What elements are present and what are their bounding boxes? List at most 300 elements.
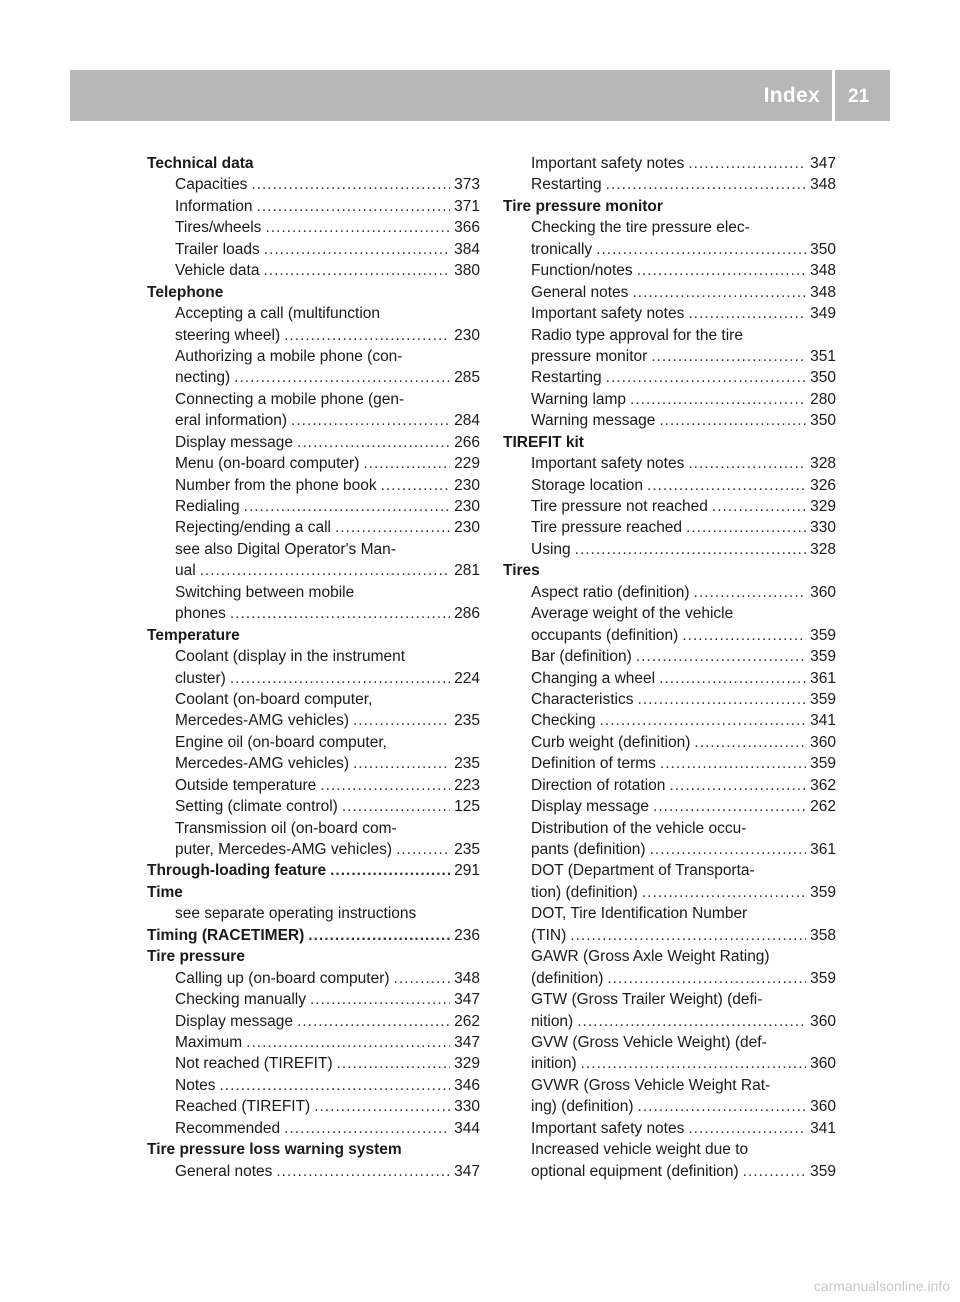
page-reference: 348 (454, 969, 480, 987)
index-line (147, 775, 480, 796)
index-line (503, 625, 836, 646)
index-entry (147, 196, 480, 217)
index-entry (503, 303, 836, 324)
index-heading (503, 196, 836, 217)
entry-text: Coolant (on-board computer, (175, 690, 373, 708)
page-reference: 341 (810, 712, 836, 730)
entry-text: Authorizing a mobile phone (con- (175, 347, 403, 365)
leader-dots (688, 1118, 806, 1139)
leader-dots (381, 475, 451, 496)
index-line (147, 367, 480, 388)
index-line (503, 389, 836, 410)
index-line (147, 603, 480, 624)
index-line (503, 582, 836, 603)
index-line (503, 346, 836, 367)
index-entry (503, 1075, 836, 1118)
index-line (503, 174, 836, 195)
entry-text: Technical data (147, 155, 254, 172)
index-line (147, 1161, 480, 1182)
entry-text: Capacities (175, 176, 248, 194)
page-reference: 347 (454, 1033, 480, 1051)
page-reference: 349 (810, 305, 836, 323)
index-line (503, 989, 836, 1010)
entry-text: Changing a wheel (531, 669, 656, 687)
leader-dots (630, 389, 806, 410)
page-reference: 266 (454, 433, 480, 451)
leader-dots (688, 153, 806, 174)
page-reference: 359 (810, 755, 836, 773)
entry-text: Tire pressure not reached (531, 498, 708, 515)
index-entry (147, 303, 480, 346)
index-line (147, 196, 480, 217)
leader-dots (363, 453, 450, 474)
leader-dots (220, 1075, 451, 1096)
entry-text: Vehicle data (175, 262, 260, 280)
entry-text: Mercedes-AMG vehicles) (175, 712, 349, 730)
index-entry (503, 646, 836, 667)
index-column-left (147, 153, 480, 1182)
entry-text: Engine oil (on-board computer, (175, 733, 387, 751)
index-line (147, 174, 480, 195)
index-entry (147, 432, 480, 453)
leader-dots (353, 710, 450, 731)
leader-dots (244, 496, 450, 517)
index-entry (503, 603, 836, 646)
entry-text: Function/notes (531, 262, 633, 280)
leader-dots (200, 560, 450, 581)
entry-text: ual (175, 562, 196, 580)
leader-dots (688, 453, 806, 474)
index-line (147, 539, 480, 560)
page-reference: 347 (454, 1162, 480, 1180)
index-entry (503, 217, 836, 260)
index-entry (147, 903, 480, 924)
entry-text: GTW (Gross Trailer Weight) (defi- (531, 991, 763, 1009)
index-entry (503, 367, 836, 388)
page-reference: 235 (454, 755, 480, 773)
index-entry (503, 325, 836, 368)
entry-text: Display message (531, 798, 650, 816)
entry-text: Important safety notes (531, 305, 685, 323)
index-entry (147, 389, 480, 432)
page-reference: 326 (810, 476, 836, 494)
entry-text: Time (147, 883, 183, 901)
page-reference: 125 (454, 798, 480, 816)
leader-dots (230, 603, 450, 624)
index-line (503, 539, 836, 560)
index-line (503, 603, 836, 624)
index-line (147, 946, 480, 967)
entry-text: Important safety notes (531, 155, 685, 172)
entry-text: Information (175, 197, 253, 215)
index-line (147, 925, 480, 946)
entry-text: inition) (531, 1055, 577, 1073)
index-entry (503, 282, 836, 303)
index-entry (503, 689, 836, 710)
entry-text: Display message (175, 433, 294, 451)
entry-text: General notes (531, 283, 629, 301)
leader-dots (743, 1161, 806, 1182)
index-heading (503, 560, 836, 581)
entry-text: Direction of rotation (531, 776, 666, 794)
page-reference: 360 (810, 733, 836, 751)
page-reference: 328 (810, 455, 836, 473)
index-line (503, 1032, 836, 1053)
index-line (147, 1011, 480, 1032)
index-entry (503, 1139, 836, 1182)
leader-dots (263, 260, 450, 281)
index-entry (147, 989, 480, 1010)
leader-dots (653, 796, 806, 817)
leader-dots (284, 1118, 450, 1139)
index-entry (503, 389, 836, 410)
leader-dots (638, 1096, 807, 1117)
index-line (503, 560, 836, 581)
leader-dots (651, 346, 806, 367)
leader-dots (642, 882, 806, 903)
index-line (147, 325, 480, 346)
leader-dots (600, 710, 807, 731)
entry-text: DOT (Department of Transporta- (531, 862, 755, 880)
entry-text: Tire pressure monitor (503, 197, 663, 215)
index-line (503, 303, 836, 324)
index-entry (503, 496, 836, 517)
page-reference: 360 (810, 583, 836, 601)
index-line (503, 753, 836, 774)
page-reference: 359 (810, 690, 836, 708)
entry-text: Accepting a call (multifunction (175, 305, 381, 323)
index-entry (147, 689, 480, 732)
index-entry (503, 517, 836, 538)
entry-text: Transmission oil (on-board com- (175, 819, 397, 837)
index-heading (147, 282, 480, 303)
page-reference: 230 (454, 476, 480, 494)
index-line (147, 475, 480, 496)
leader-dots (638, 689, 807, 710)
page-reference: 348 (810, 283, 836, 301)
leader-dots (669, 775, 806, 796)
page-reference: 360 (810, 1055, 836, 1073)
page-reference: 359 (810, 883, 836, 901)
index-line (503, 818, 836, 839)
entry-text: Number from the phone book (175, 476, 377, 494)
entry-text: Switching between mobile (175, 583, 355, 601)
entry-text: tion) (definition) (531, 883, 638, 901)
leader-dots (330, 860, 450, 881)
page-reference: 262 (810, 798, 836, 816)
page-reference: 350 (810, 412, 836, 430)
index-entry (147, 217, 480, 238)
index-line (503, 1075, 836, 1096)
page-reference: 284 (454, 412, 480, 430)
index-line (503, 710, 836, 731)
index-line (503, 775, 836, 796)
index-line (147, 260, 480, 281)
index-heading (503, 432, 836, 453)
index-entry (147, 1118, 480, 1139)
index-column-right (503, 153, 836, 1182)
index-line (147, 710, 480, 731)
index-line (503, 1053, 836, 1074)
leader-dots (257, 196, 451, 217)
index-heading (147, 625, 480, 646)
leader-dots (606, 367, 806, 388)
page-reference: 348 (810, 176, 836, 194)
index-line (503, 282, 836, 303)
page-reference: 329 (454, 1055, 480, 1073)
leader-dots (284, 325, 450, 346)
leader-dots (291, 410, 450, 431)
page-reference: 280 (810, 390, 836, 408)
entry-text: GVWR (Gross Vehicle Weight Rat- (531, 1076, 771, 1094)
entry-text: Using (531, 540, 571, 558)
index-line (503, 668, 836, 689)
entry-text: Connecting a mobile phone (gen- (175, 390, 405, 408)
page-reference: 384 (454, 240, 480, 258)
index-line (503, 153, 836, 174)
leader-dots (337, 1053, 451, 1074)
entry-text: Curb weight (definition) (531, 733, 691, 751)
entry-text: (TIN) (531, 926, 567, 944)
leader-dots (632, 282, 806, 303)
index-heading (147, 860, 480, 881)
index-line (147, 1096, 480, 1117)
entry-text: Important safety notes (531, 1119, 685, 1137)
page-reference: 380 (454, 262, 480, 280)
page-reference: 361 (810, 669, 836, 687)
leader-dots (353, 753, 450, 774)
entry-text: Tire pressure loss warning system (147, 1141, 402, 1159)
index-line (503, 1118, 836, 1139)
leader-dots (276, 1161, 450, 1182)
entry-text: Aspect ratio (definition) (531, 583, 690, 601)
leader-dots (297, 432, 450, 453)
index-line (503, 410, 836, 431)
page-reference: 346 (454, 1076, 480, 1094)
page-reference: 360 (810, 1098, 836, 1116)
entry-text: Tire pressure (147, 948, 245, 966)
entry-text: Menu (on-board computer) (175, 455, 360, 473)
entry-text: Checking (531, 712, 596, 730)
entry-text: Important safety notes (531, 455, 685, 473)
index-line (147, 346, 480, 367)
page-reference: 262 (454, 1012, 480, 1030)
index-line (147, 989, 480, 1010)
index-entry (503, 475, 836, 496)
page-reference: 230 (454, 326, 480, 344)
leader-dots (570, 925, 806, 946)
leader-dots (246, 1032, 450, 1053)
page-reference: 361 (810, 841, 836, 858)
page-reference: 235 (454, 712, 480, 730)
index-entry (147, 174, 480, 195)
page-number: 21 (848, 86, 870, 107)
index-line (503, 1139, 836, 1160)
index-line (503, 496, 836, 517)
entry-text: TIREFIT kit (503, 433, 584, 451)
entry-text: Display message (175, 1012, 294, 1030)
index-line (503, 689, 836, 710)
page-reference: 373 (454, 176, 480, 194)
index-line (147, 668, 480, 689)
page-reference: 347 (810, 155, 836, 172)
index-line (147, 1139, 480, 1160)
entry-text: Storage location (531, 476, 644, 494)
page-reference: 359 (810, 1162, 836, 1180)
entry-text: GVW (Gross Vehicle Weight) (def- (531, 1033, 767, 1051)
leader-dots (575, 539, 806, 560)
index-line (147, 153, 480, 174)
entry-text: Characteristics (531, 690, 634, 708)
index-line (147, 903, 480, 924)
leader-dots (647, 475, 806, 496)
index-line (147, 732, 480, 753)
index-line (147, 968, 480, 989)
index-line (147, 1118, 480, 1139)
index-entry (503, 1118, 836, 1139)
page-reference: 236 (454, 926, 480, 944)
index-line (503, 946, 836, 967)
index-entry (147, 1096, 480, 1117)
entry-text: Tire pressure reached (531, 519, 683, 537)
leader-dots (234, 367, 450, 388)
index-line (147, 282, 480, 303)
index-heading (147, 925, 480, 946)
leader-dots (659, 668, 806, 689)
index-line (503, 367, 836, 388)
entry-text: Restarting (531, 369, 602, 387)
entry-text: Through-loading feature (147, 862, 327, 880)
leader-dots (650, 839, 807, 860)
page-reference: 360 (810, 1012, 836, 1030)
watermark: carmanualsonline.info (813, 1278, 950, 1294)
leader-dots (264, 239, 450, 260)
index-line (503, 732, 836, 753)
leader-dots (251, 174, 450, 195)
index-entry (147, 775, 480, 796)
entry-text: Maximum (175, 1033, 243, 1051)
entry-text: Definition of terms (531, 755, 656, 773)
entry-text: Temperature (147, 626, 240, 644)
leader-dots (314, 1096, 450, 1117)
index-line (147, 818, 480, 839)
index-line (147, 389, 480, 410)
index-line (147, 689, 480, 710)
index-line (147, 496, 480, 517)
index-line (147, 410, 480, 431)
entry-text: occupants (definition) (531, 626, 679, 644)
index-entry (503, 903, 836, 946)
index-line (503, 860, 836, 881)
index-entry (147, 582, 480, 625)
page-reference: 286 (454, 605, 480, 623)
page-reference: 350 (810, 369, 836, 387)
index-line (503, 325, 836, 346)
index-line (503, 196, 836, 217)
entry-text: puter, Mercedes-AMG vehicles) (175, 841, 393, 858)
index-entry (503, 668, 836, 689)
entry-text: Calling up (on-board computer) (175, 969, 390, 987)
index-entry (147, 1161, 480, 1182)
index-line (503, 903, 836, 924)
index-line (503, 1011, 836, 1032)
entry-text: Outside temperature (175, 776, 317, 794)
entry-text: pants (definition) (531, 841, 646, 858)
leader-dots (342, 796, 450, 817)
index-entry (503, 153, 836, 174)
entry-text: optional equipment (definition) (531, 1162, 739, 1180)
entry-text: Not reached (TIREFIT) (175, 1055, 333, 1073)
index-entry (503, 539, 836, 560)
entry-text: Timing (RACETIMER) (147, 926, 305, 944)
index-entry (147, 818, 480, 861)
index-entry (147, 1053, 480, 1074)
entry-text: Average weight of the vehicle (531, 605, 734, 623)
entry-text: pressure monitor (531, 347, 648, 365)
index-entry (147, 260, 480, 281)
index-entry (503, 410, 836, 431)
index-entry (147, 453, 480, 474)
page-reference: 371 (454, 197, 480, 215)
page-reference: 329 (810, 498, 836, 515)
index-heading (147, 882, 480, 903)
leader-dots (606, 174, 806, 195)
entry-text: Notes (175, 1076, 216, 1094)
index-line (503, 239, 836, 260)
index-line (147, 882, 480, 903)
index-line (147, 753, 480, 774)
entry-text: tronically (531, 240, 593, 258)
index-heading (147, 153, 480, 174)
entry-text: Radio type approval for the tire (531, 326, 743, 344)
entry-text: nition) (531, 1012, 574, 1030)
index-line (503, 796, 836, 817)
page-reference: 224 (454, 669, 480, 687)
leader-dots (607, 968, 806, 989)
index-heading (147, 946, 480, 967)
index-line (503, 1161, 836, 1182)
index-line (503, 646, 836, 667)
index-line (147, 646, 480, 667)
page-reference: 341 (810, 1119, 836, 1137)
leader-dots (310, 989, 450, 1010)
index-entry (147, 1075, 480, 1096)
index-line (503, 1096, 836, 1117)
leader-dots (694, 732, 806, 753)
entry-text: eral information) (175, 412, 287, 430)
page-reference: 366 (454, 219, 480, 237)
entry-text: Tires/wheels (175, 219, 262, 237)
index-entry (147, 732, 480, 775)
index-entry (503, 260, 836, 281)
index-entry (503, 453, 836, 474)
entry-text: Rejecting/ending a call (175, 519, 331, 537)
leader-dots (577, 1011, 806, 1032)
index-line (503, 260, 836, 281)
index-entry (147, 968, 480, 989)
index-line (147, 1075, 480, 1096)
entry-text: Redialing (175, 498, 240, 515)
entry-text: Telephone (147, 283, 224, 301)
entry-text: Checking manually (175, 991, 306, 1009)
index-entry (503, 796, 836, 817)
entry-text: Reached (TIREFIT) (175, 1098, 311, 1116)
entry-text: Bar (definition) (531, 648, 632, 666)
page-reference: 285 (454, 369, 480, 387)
page-reference: 358 (810, 926, 836, 944)
entry-text: DOT, Tire Identification Number (531, 905, 748, 923)
entry-text: GAWR (Gross Axle Weight Rating) (531, 948, 770, 966)
